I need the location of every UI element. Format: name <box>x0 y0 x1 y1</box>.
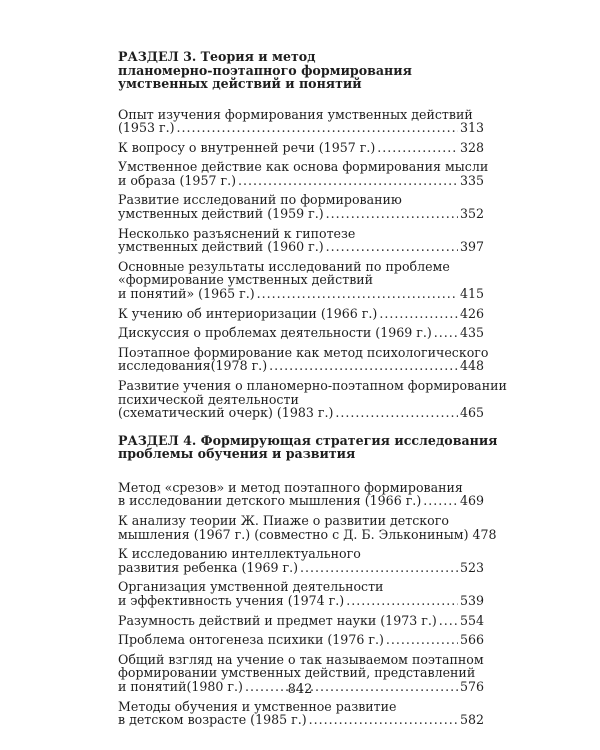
section-4-title <box>118 432 498 462</box>
entry-page-number: 576 <box>459 678 484 694</box>
section-title-line: РАЗДЕЛ 3. Теория и метод <box>118 49 316 64</box>
dot-leader <box>386 633 458 647</box>
dot-leader <box>309 713 458 727</box>
entry-title-line: «формирование умственных действий <box>118 272 374 288</box>
entry-page-number: 539 <box>459 592 484 608</box>
entry-title-line: Умственное действие как основа формирования мысли <box>118 159 489 175</box>
toc-entry[interactable] <box>118 193 484 220</box>
entry-title-line: Организация умственной деятельности <box>118 579 384 595</box>
dot-leader <box>377 141 458 155</box>
entry-title-line: (1953 г.) <box>118 120 175 136</box>
entry-page-number: 352 <box>459 206 484 222</box>
entry-title-line: и образа (1957 г.) <box>118 172 236 188</box>
entry-title-line: К вопросу о внутренней речи (1957 г.) <box>118 139 376 155</box>
entry-page-number: 523 <box>459 559 484 575</box>
toc-entry[interactable] <box>118 633 484 647</box>
entry-page-number: 582 <box>459 712 484 728</box>
entry-title-line: Несколько разъяснений к гипотезе <box>118 225 356 241</box>
toc-entry[interactable] <box>118 512 497 542</box>
entry-title-line: развития ребенка (1969 г.) <box>118 559 299 575</box>
entry-title-line: Дискуссия о проблемах деятельности (1969 г.) <box>118 325 432 341</box>
entry-page-number: 566 <box>459 632 484 648</box>
toc-entry[interactable] <box>118 547 484 574</box>
entry-title-line: Разумность действий и предмет науки (1973 г.) <box>118 612 437 628</box>
toc-entry[interactable] <box>118 378 507 421</box>
entry-title-line: умственных действий (1959 г.) <box>118 206 324 222</box>
entry-title-line: формировании умственных действий, представлений <box>118 665 476 681</box>
entry-title-line: Проблема онтогенеза психики (1976 г.) <box>118 632 384 648</box>
toc-entry[interactable] <box>118 580 484 607</box>
toc-entry[interactable] <box>118 159 489 188</box>
dot-leader <box>346 594 458 608</box>
entry-page-number: 328 <box>459 139 484 155</box>
entry-page-number: 313 <box>459 120 484 136</box>
dot-leader <box>238 174 458 188</box>
dot-leader <box>300 561 458 575</box>
toc-entry[interactable] <box>118 307 484 321</box>
entry-title-line: и понятий» (1965 г.) <box>118 286 255 302</box>
entry-page-number: 554 <box>459 612 484 628</box>
entry-page-number: 478 <box>472 526 497 542</box>
entry-page-number: 469 <box>459 493 484 509</box>
entry-page-number: 335 <box>459 172 484 188</box>
entry-title-line: Основные результаты исследований по проблеме <box>118 258 450 274</box>
entry-title-line: Методы обучения и умственное развитие <box>118 698 397 714</box>
entry-page-number: 426 <box>459 305 484 321</box>
entry-page-number: 448 <box>459 358 484 374</box>
dot-leader <box>176 121 457 135</box>
entry-title-line: умственных действий (1960 г.) <box>118 239 324 255</box>
entry-page-number: 465 <box>459 405 484 421</box>
dot-leader <box>326 240 458 254</box>
toc-entry[interactable] <box>118 700 484 727</box>
section-3-title <box>118 50 484 91</box>
dot-leader <box>423 494 458 508</box>
dot-leader <box>335 406 458 420</box>
toc-entry[interactable] <box>118 141 484 155</box>
section-title-line: РАЗДЕЛ 4. Формирующая стратегия исследования <box>118 432 498 448</box>
dot-leader <box>269 359 458 373</box>
entry-title-line: (схематический очерк) (1983 г.) <box>118 405 334 421</box>
entry-title-line: Развитие учения о планомерно-поэтапном формировании <box>118 378 507 393</box>
entry-page-number: 435 <box>459 325 484 341</box>
toc-entry[interactable] <box>118 481 484 508</box>
dot-leader <box>326 207 458 221</box>
toc-entry[interactable] <box>118 260 484 301</box>
entry-title-line: К анализу теории Ж. Пиаже о развитии детского <box>118 512 449 528</box>
section-title-line: планомерно-поэтапного формирования <box>118 62 412 78</box>
entry-title-line: К учению об интериоризации (1966 г.) <box>118 305 378 321</box>
dot-leader <box>257 287 458 301</box>
toc-entry[interactable] <box>118 227 484 254</box>
entry-page-number: 415 <box>459 286 484 302</box>
dot-leader <box>439 614 458 628</box>
entry-title-line: Опыт изучения формирования умственных действий <box>118 106 473 122</box>
page-number: 842 <box>287 682 313 697</box>
entry-title-line: Общий взгляд на учение о так называемом поэтапном <box>118 651 484 667</box>
toc-entry[interactable] <box>118 326 484 340</box>
entry-title-line: Развитие исследований по формированию <box>118 192 402 208</box>
entry-page-number: 397 <box>459 239 484 255</box>
entry-title-line: и эффективность учения (1974 г.) <box>118 592 345 608</box>
entry-title-line: психической деятельности <box>118 391 299 407</box>
entry-title-line: в исследовании детского мышления (1966 г.) <box>118 493 422 509</box>
entry-title-line: мышления (1967 г.) (совместно с Д. Б. Элькониным) <box>118 526 469 542</box>
entry-title-line: и понятий(1980 г.) <box>118 678 243 694</box>
toc-entry[interactable] <box>118 614 484 628</box>
dot-leader <box>379 307 458 321</box>
entry-title-line: К исследованию интеллектуального <box>118 546 361 562</box>
toc-entry[interactable] <box>118 108 484 135</box>
dot-leader <box>434 326 458 340</box>
entry-title-line: Метод «срезов» и метод поэтапного формирования <box>118 479 463 495</box>
toc-entry[interactable] <box>118 344 489 374</box>
entry-title-line: исследования(1978 г.) <box>118 358 268 374</box>
section-title-line: умственных действий и понятий <box>118 76 362 91</box>
section-title-line: проблемы обучения и развития <box>118 446 356 462</box>
table-of-contents <box>118 49 507 733</box>
entry-title-line: в детском возрасте (1985 г.) <box>118 712 307 728</box>
entry-title-line: Поэтапное формирование как метод психологического <box>118 344 489 360</box>
